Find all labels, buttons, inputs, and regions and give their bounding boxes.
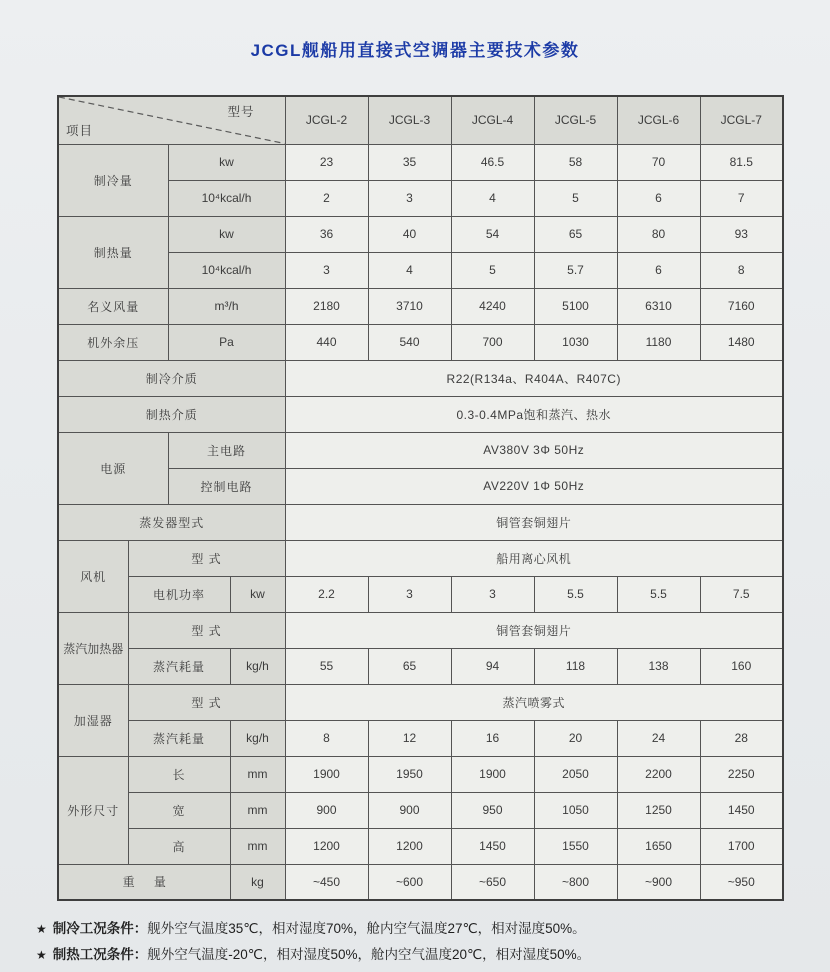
value-cell: 950 [451, 792, 534, 828]
value-humidifier-type: 蒸汽喷雾式 [285, 684, 783, 720]
label-overall-dimensions: 外形尺寸 [58, 756, 128, 864]
value-cell: 8 [285, 720, 368, 756]
value-cell: 8 [700, 252, 783, 288]
value-cell: 1200 [285, 828, 368, 864]
value-cell: 5.7 [534, 252, 617, 288]
value-cell: 5.5 [534, 576, 617, 612]
value-cell: 3710 [368, 288, 451, 324]
value-cell: 700 [451, 324, 534, 360]
value-cell: ~800 [534, 864, 617, 900]
value-cell: 1250 [617, 792, 700, 828]
value-cell: 5.5 [617, 576, 700, 612]
footnotes [36, 916, 806, 968]
value-cell: 1700 [700, 828, 783, 864]
value-cell: 1200 [368, 828, 451, 864]
value-cell: 12 [368, 720, 451, 756]
value-steam-heater-type: 铜管套铜翅片 [285, 612, 783, 648]
label-refrigerant: 制冷介质 [58, 360, 285, 396]
label-cooling-capacity: 制冷量 [58, 144, 168, 216]
label-power-supply: 电源 [58, 432, 168, 504]
value-cell: 7 [700, 180, 783, 216]
model-header: JCGL-3 [368, 96, 451, 144]
label-motor-power: 电机功率 [128, 576, 230, 612]
footnote-heating-condition [36, 942, 806, 968]
value-cell: 900 [368, 792, 451, 828]
footnote-text: 舰外空气温度35℃，相对湿度70%，舱内空气温度27℃，相对湿度50%。 [147, 921, 586, 936]
value-cell: 1900 [285, 756, 368, 792]
value-cell: 2.2 [285, 576, 368, 612]
unit-cell: mm [230, 792, 285, 828]
value-cell: 138 [617, 648, 700, 684]
table-row [58, 828, 783, 864]
value-cell: 55 [285, 648, 368, 684]
model-header: JCGL-6 [617, 96, 700, 144]
value-cell: 2200 [617, 756, 700, 792]
label-heating-medium: 制热介质 [58, 396, 285, 432]
value-cell: 5 [534, 180, 617, 216]
label-heating-capacity: 制热量 [58, 216, 168, 288]
unit-cell: 10⁴kcal/h [168, 180, 285, 216]
value-cell: 20 [534, 720, 617, 756]
table-header-row [58, 96, 783, 144]
table-row [58, 684, 783, 720]
value-cell: 1480 [700, 324, 783, 360]
table-row [58, 504, 783, 540]
label-nominal-air-flow: 名义风量 [58, 288, 168, 324]
value-cell: 440 [285, 324, 368, 360]
unit-cell: mm [230, 828, 285, 864]
value-cell: 5100 [534, 288, 617, 324]
model-header: JCGL-7 [700, 96, 783, 144]
value-cell: 94 [451, 648, 534, 684]
table-row [58, 792, 783, 828]
value-cell: 4 [451, 180, 534, 216]
star-icon: ★ [36, 922, 47, 936]
value-cell: 2180 [285, 288, 368, 324]
value-cell: 36 [285, 216, 368, 252]
label-evaporator-type: 蒸发器型式 [58, 504, 285, 540]
value-cell: 35 [368, 144, 451, 180]
table-row [58, 396, 783, 432]
value-cell: 7.5 [700, 576, 783, 612]
model-header: JCGL-5 [534, 96, 617, 144]
value-cell: ~950 [700, 864, 783, 900]
value-cell: 118 [534, 648, 617, 684]
label-external-static-pressure: 机外余压 [58, 324, 168, 360]
unit-cell: kw [168, 144, 285, 180]
unit-cell: mm [230, 756, 285, 792]
value-cell: 3 [368, 180, 451, 216]
corner-label-item: 项目 [66, 123, 94, 138]
value-cell: 93 [700, 216, 783, 252]
label-weight: 重 量 [58, 864, 230, 900]
table-row [58, 576, 783, 612]
value-cell: 3 [451, 576, 534, 612]
value-cell: 4240 [451, 288, 534, 324]
value-cell: 4 [368, 252, 451, 288]
table-row [58, 864, 783, 900]
value-cell: 7160 [700, 288, 783, 324]
value-cell: 58 [534, 144, 617, 180]
corner-cell [58, 96, 285, 144]
footnote-label: 制热工况条件： [52, 947, 148, 962]
table-row [58, 144, 783, 180]
value-cell: 3 [368, 576, 451, 612]
unit-cell: 10⁴kcal/h [168, 252, 285, 288]
table-row [58, 540, 783, 576]
value-cell: 1550 [534, 828, 617, 864]
value-cell: 900 [285, 792, 368, 828]
value-cell: 24 [617, 720, 700, 756]
value-cell: 1450 [451, 828, 534, 864]
value-evaporator-type: 铜管套铜翅片 [285, 504, 783, 540]
value-cell: 1030 [534, 324, 617, 360]
label-steam-heater-type: 型 式 [128, 612, 285, 648]
table-row [58, 648, 783, 684]
unit-cell: m³/h [168, 288, 285, 324]
value-cell: 70 [617, 144, 700, 180]
value-cell: 80 [617, 216, 700, 252]
footnote-label: 制冷工况条件： [52, 921, 148, 936]
corner-label-model: 型号 [227, 105, 255, 119]
value-cell: 23 [285, 144, 368, 180]
unit-cell: kg [230, 864, 285, 900]
footnote-text: 舰外空气温度-20℃，相对湿度50%，舱内空气温度20℃，相对湿度50%。 [147, 947, 591, 962]
label-fan: 风机 [58, 540, 128, 612]
value-cell: 65 [368, 648, 451, 684]
value-fan-type: 船用离心风机 [285, 540, 783, 576]
value-cell: 65 [534, 216, 617, 252]
table-row [58, 612, 783, 648]
value-control-circuit: AV220V 1Φ 50Hz [285, 468, 783, 504]
label-length: 长 [128, 756, 230, 792]
label-steam-consumption: 蒸汽耗量 [128, 720, 230, 756]
value-heating-medium: 0.3-0.4MPa饱和蒸汽、热水 [285, 396, 783, 432]
label-humidifier: 加湿器 [58, 684, 128, 756]
value-cell: 6310 [617, 288, 700, 324]
value-cell: 160 [700, 648, 783, 684]
table-row [58, 756, 783, 792]
value-cell: 6 [617, 180, 700, 216]
value-cell: 6 [617, 252, 700, 288]
unit-cell: Pa [168, 324, 285, 360]
value-cell: ~900 [617, 864, 700, 900]
label-width: 宽 [128, 792, 230, 828]
table-row [58, 432, 783, 468]
value-cell: 1180 [617, 324, 700, 360]
label-steam-consumption: 蒸汽耗量 [128, 648, 230, 684]
unit-cell: kw [230, 576, 285, 612]
value-cell: ~450 [285, 864, 368, 900]
label-humidifier-type: 型 式 [128, 684, 285, 720]
unit-cell: kg/h [230, 720, 285, 756]
value-cell: 16 [451, 720, 534, 756]
value-cell: 54 [451, 216, 534, 252]
table-row [58, 288, 783, 324]
value-cell: 46.5 [451, 144, 534, 180]
value-cell: 40 [368, 216, 451, 252]
value-cell: 81.5 [700, 144, 783, 180]
value-cell: 3 [285, 252, 368, 288]
value-refrigerant: R22(R134a、R404A、R407C) [285, 360, 783, 396]
table-row [58, 360, 783, 396]
value-cell: 2050 [534, 756, 617, 792]
value-cell: 28 [700, 720, 783, 756]
value-cell: 2 [285, 180, 368, 216]
table-row [58, 720, 783, 756]
value-cell: 2250 [700, 756, 783, 792]
value-cell: 1450 [700, 792, 783, 828]
value-cell: ~650 [451, 864, 534, 900]
value-cell: 540 [368, 324, 451, 360]
star-icon: ★ [36, 948, 47, 962]
value-cell: 1900 [451, 756, 534, 792]
label-steam-heater: 蒸汽加热器 [58, 612, 128, 684]
table-row [58, 324, 783, 360]
table-row [58, 216, 783, 252]
unit-cell: kg/h [230, 648, 285, 684]
model-header: JCGL-2 [285, 96, 368, 144]
label-control-circuit: 控制电路 [168, 468, 285, 504]
label-height: 高 [128, 828, 230, 864]
label-main-circuit: 主电路 [168, 432, 285, 468]
page-title: JCGL舰船用直接式空调器主要技术参数 [250, 41, 580, 60]
value-cell: ~600 [368, 864, 451, 900]
unit-cell: kw [168, 216, 285, 252]
value-cell: 5 [451, 252, 534, 288]
value-main-circuit: AV380V 3Φ 50Hz [285, 432, 783, 468]
value-cell: 1650 [617, 828, 700, 864]
value-cell: 1950 [368, 756, 451, 792]
label-fan-type: 型 式 [128, 540, 285, 576]
value-cell: 1050 [534, 792, 617, 828]
model-header: JCGL-4 [451, 96, 534, 144]
footnote-cooling-condition [36, 916, 806, 942]
spec-table [57, 95, 784, 901]
